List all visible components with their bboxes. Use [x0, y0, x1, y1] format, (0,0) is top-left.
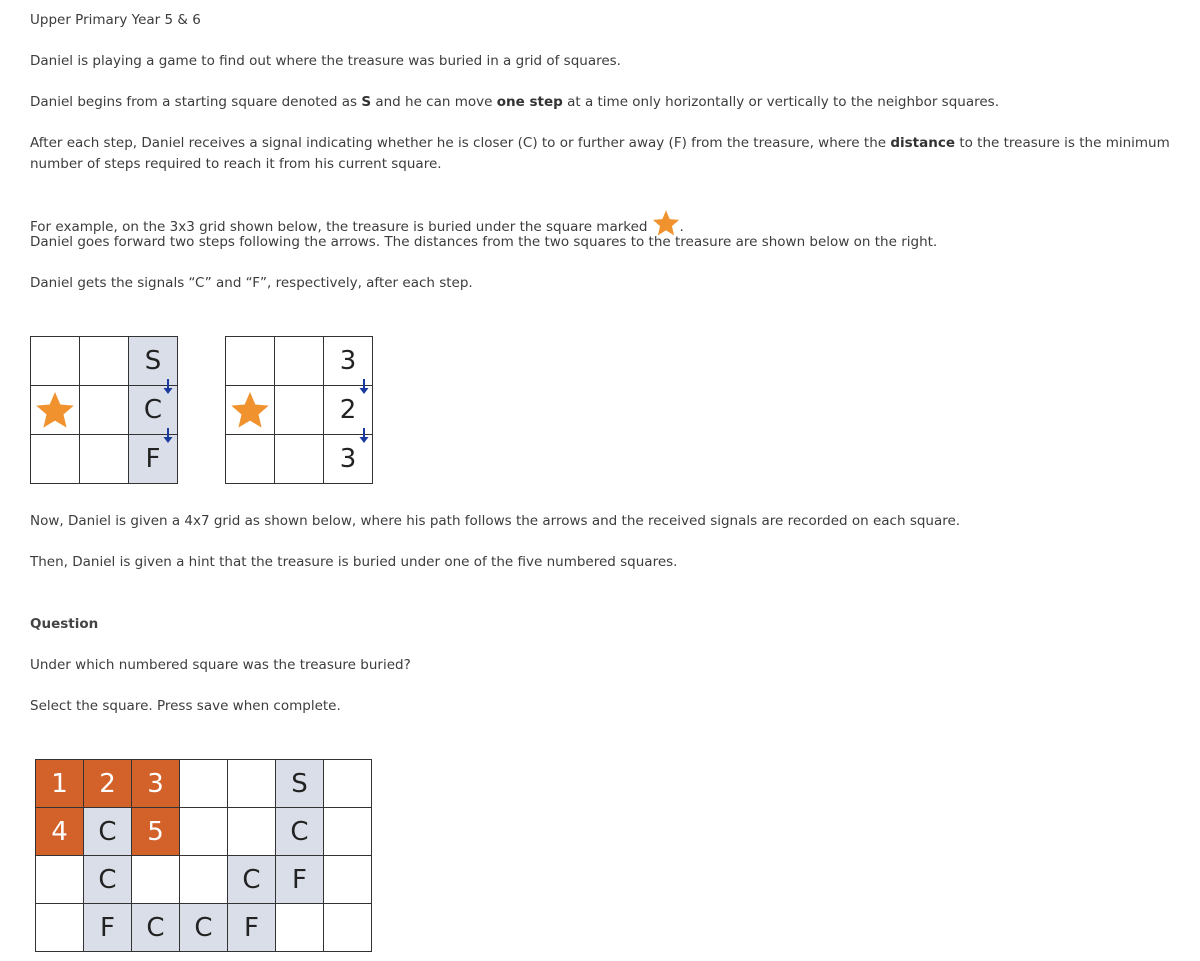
intro-paragraph-2: Daniel begins from a starting square denoted as S and he can move one step at a time only horizontally or vertically to the neighbor squares. — [30, 94, 999, 110]
signal-cell: C — [84, 856, 132, 904]
treasure-cell — [226, 386, 275, 435]
grid-cell — [36, 904, 84, 952]
start-cell: S — [129, 337, 178, 386]
grid-cell — [80, 337, 129, 386]
start-cell: S — [276, 760, 324, 808]
grid-cell — [132, 856, 180, 904]
example-grid-distances — [225, 336, 373, 484]
numbered-square-2[interactable]: 2 — [84, 760, 132, 808]
middle-paragraph-1: Now, Daniel is given a 4x7 grid as shown below, where his path follows the arrows and the received signals are recorded on each square. — [30, 513, 961, 529]
signal-cell: C — [84, 808, 132, 856]
grid-cell — [226, 337, 275, 386]
grid-cell — [324, 760, 372, 808]
grid-cell — [180, 856, 228, 904]
signal-cell: F — [228, 904, 276, 952]
intro-paragraph-6: Daniel gets the signals “C” and “F”, respectively, after each step. — [30, 275, 473, 291]
level-label: Upper Primary Year 5 & 6 — [30, 12, 201, 28]
answer-grid — [35, 759, 372, 952]
intro-paragraph-1: Daniel is playing a game to find out where the treasure was buried in a grid of squares. — [30, 53, 621, 69]
numbered-square-1[interactable]: 1 — [36, 760, 84, 808]
question-instruction: Select the square. Press save when complete. — [30, 698, 341, 714]
signal-cell: C — [180, 904, 228, 952]
intro-paragraph-5: Daniel goes forward two steps following the arrows. The distances from the two squares to the treasure are shown below on the right. — [30, 234, 938, 250]
question-heading: Question — [30, 616, 99, 632]
star-icon — [31, 390, 79, 430]
grid-cell — [324, 808, 372, 856]
grid-cell — [275, 386, 324, 435]
grid-cell — [228, 808, 276, 856]
grid-cell — [226, 435, 275, 484]
signal-cell: C — [276, 808, 324, 856]
distance-cell: 2 — [324, 386, 373, 435]
grid-cell — [180, 808, 228, 856]
signal-cell: C — [132, 904, 180, 952]
middle-paragraph-2: Then, Daniel is given a hint that the treasure is buried under one of the five numbered squares. — [30, 554, 678, 570]
grid-cell — [80, 435, 129, 484]
grid-cell — [275, 435, 324, 484]
question-prompt: Under which numbered square was the treasure buried? — [30, 657, 411, 673]
numbered-square-3[interactable]: 3 — [132, 760, 180, 808]
intro-paragraph-4: For example, on the 3x3 grid shown below, the treasure is buried under the square marked . — [30, 209, 684, 244]
intro-paragraph-3: After each step, Daniel receives a signal indicating whether he is closer (C) to or further away (F) from the treasure, where the distance to the treasure is the minimum number of steps required to reach it from his current square. — [30, 135, 1170, 172]
example-grid-signals — [30, 336, 178, 484]
star-icon — [226, 390, 274, 430]
grid-cell — [31, 435, 80, 484]
distance-cell: 3 — [324, 337, 373, 386]
grid-cell — [324, 856, 372, 904]
grid-cell — [228, 760, 276, 808]
grid-cell — [275, 337, 324, 386]
treasure-cell — [31, 386, 80, 435]
grid-cell — [36, 856, 84, 904]
signal-cell: F — [276, 856, 324, 904]
grid-cell — [180, 760, 228, 808]
signal-cell: F — [84, 904, 132, 952]
signal-cell: F — [129, 435, 178, 484]
signal-cell: C — [228, 856, 276, 904]
grid-cell — [276, 904, 324, 952]
numbered-square-4[interactable]: 4 — [36, 808, 84, 856]
signal-cell: C — [129, 386, 178, 435]
grid-cell — [324, 904, 372, 952]
distance-cell: 3 — [324, 435, 373, 484]
numbered-square-5[interactable]: 5 — [132, 808, 180, 856]
grid-cell — [31, 337, 80, 386]
grid-cell — [80, 386, 129, 435]
